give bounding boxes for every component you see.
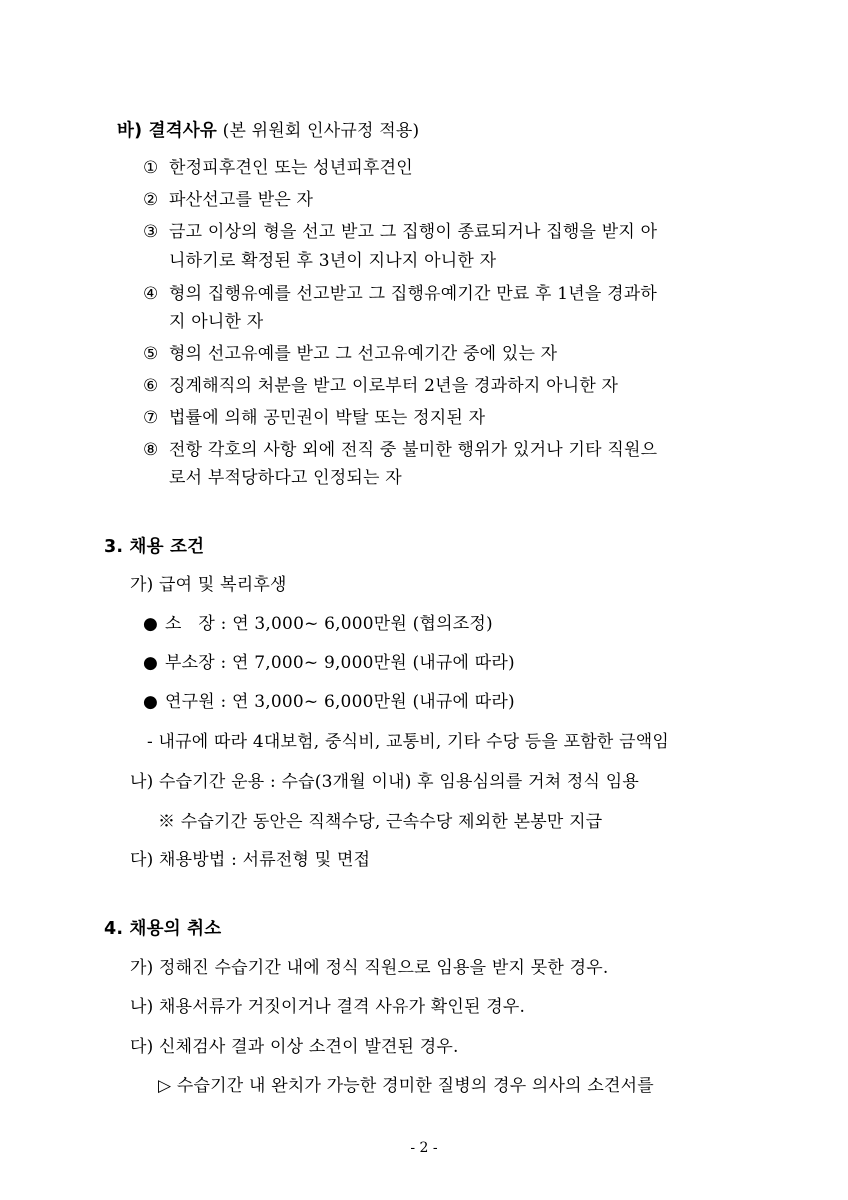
bullet-icon: ●	[143, 692, 159, 712]
item-text: 법률에 의해 공민권이 박탈 또는 정지된 자	[169, 408, 486, 428]
disqualification-item	[143, 343, 557, 365]
disqualification-item	[143, 221, 748, 243]
item-number: ②	[143, 190, 159, 210]
cancellation-item: 나) 채용서류가 거짓이거나 결격 사유가 확인된 경우.	[130, 997, 526, 1017]
disqualification-heading-line	[117, 120, 419, 142]
page-number: - 2 -	[410, 1140, 438, 1156]
cancellation-item: 가) 정해진 수습기간 내에 정식 직원으로 임용을 받지 못한 경우.	[130, 958, 609, 978]
item-number: ⑦	[143, 408, 159, 428]
item-text-continued: 로서 부적당하다고 인정되는 자	[169, 468, 402, 488]
item-text-continued: 지 아니한 자	[169, 312, 264, 332]
hiring-method: 다) 채용방법 : 서류전형 및 면접	[130, 850, 371, 870]
disqualification-heading: 바) 결격사유	[117, 121, 218, 141]
disqualification-item	[143, 283, 748, 305]
salary-item	[143, 652, 515, 674]
salary-text: 연구원 : 연 3,000~ 6,000만원 (내규에 따라)	[165, 692, 515, 712]
section-title-cancellation: 4. 채용의 취소	[104, 919, 222, 939]
item-number: ③	[143, 222, 159, 242]
item-text: 한정피후견인 또는 성년피후견인	[169, 158, 413, 178]
item-text: 전항 각호의 사항 외에 전직 중 불미한 행위가 있거나 기타 직원으	[169, 440, 658, 460]
item-text: 형의 집행유예를 선고받고 그 집행유예기간 만료 후 1년을 경과하	[169, 284, 658, 304]
disqualification-item	[143, 375, 618, 397]
disqualification-item	[143, 439, 748, 461]
disqualification-note: (본 위원회 인사규정 적용)	[217, 121, 420, 141]
item-text: 파산선고를 받은 자	[169, 190, 314, 210]
item-text: 형의 선고유예를 받고 그 선고유예기간 중에 있는 자	[169, 344, 558, 364]
salary-text: 소 장 : 연 3,000~ 6,000만원 (협의조정)	[165, 614, 493, 634]
salary-item	[143, 691, 515, 713]
bullet-icon: ●	[143, 653, 159, 673]
section-title-employment-conditions: 3. 채용 조건	[104, 537, 205, 557]
item-number: ④	[143, 284, 159, 304]
salary-note: - 내규에 따라 4대보험, 중식비, 교통비, 기타 수당 등을 포함한 금액임	[147, 732, 669, 752]
disqualification-item	[143, 157, 413, 179]
disqualification-item	[143, 407, 485, 429]
item-number: ⑧	[143, 440, 159, 460]
probation-note: ※ 수습기간 동안은 직책수당, 근속수당 제외한 본봉만 지급	[158, 812, 603, 832]
disqualification-item	[143, 189, 313, 211]
bullet-icon: ●	[143, 614, 159, 634]
cancellation-item: 다) 신체검사 결과 이상 소견이 발견된 경우.	[130, 1037, 459, 1057]
item-text: 징계해직의 처분을 받고 이로부터 2년을 경과하지 아니한 자	[169, 376, 619, 396]
salary-item	[143, 613, 493, 635]
item-number: ⑤	[143, 344, 159, 364]
item-number: ⑥	[143, 376, 159, 396]
item-number: ①	[143, 158, 159, 178]
item-text: 금고 이상의 형을 선고 받고 그 집행이 종료되거나 집행을 받지 아	[169, 222, 658, 242]
cancellation-note: ▷ 수습기간 내 완치가 가능한 경미한 질병의 경우 의사의 소견서를	[158, 1076, 654, 1096]
probation-subheading: 나) 수습기간 운용 : 수습(3개월 이내) 후 임용심의를 거쳐 정식 임용	[130, 772, 640, 792]
item-text-continued: 니하기로 확정된 후 3년이 지나지 아니한 자	[169, 251, 497, 271]
salary-text: 부소장 : 연 7,000~ 9,000만원 (내규에 따라)	[165, 653, 515, 673]
benefits-subheading: 가) 급여 및 복리후생	[130, 575, 287, 595]
